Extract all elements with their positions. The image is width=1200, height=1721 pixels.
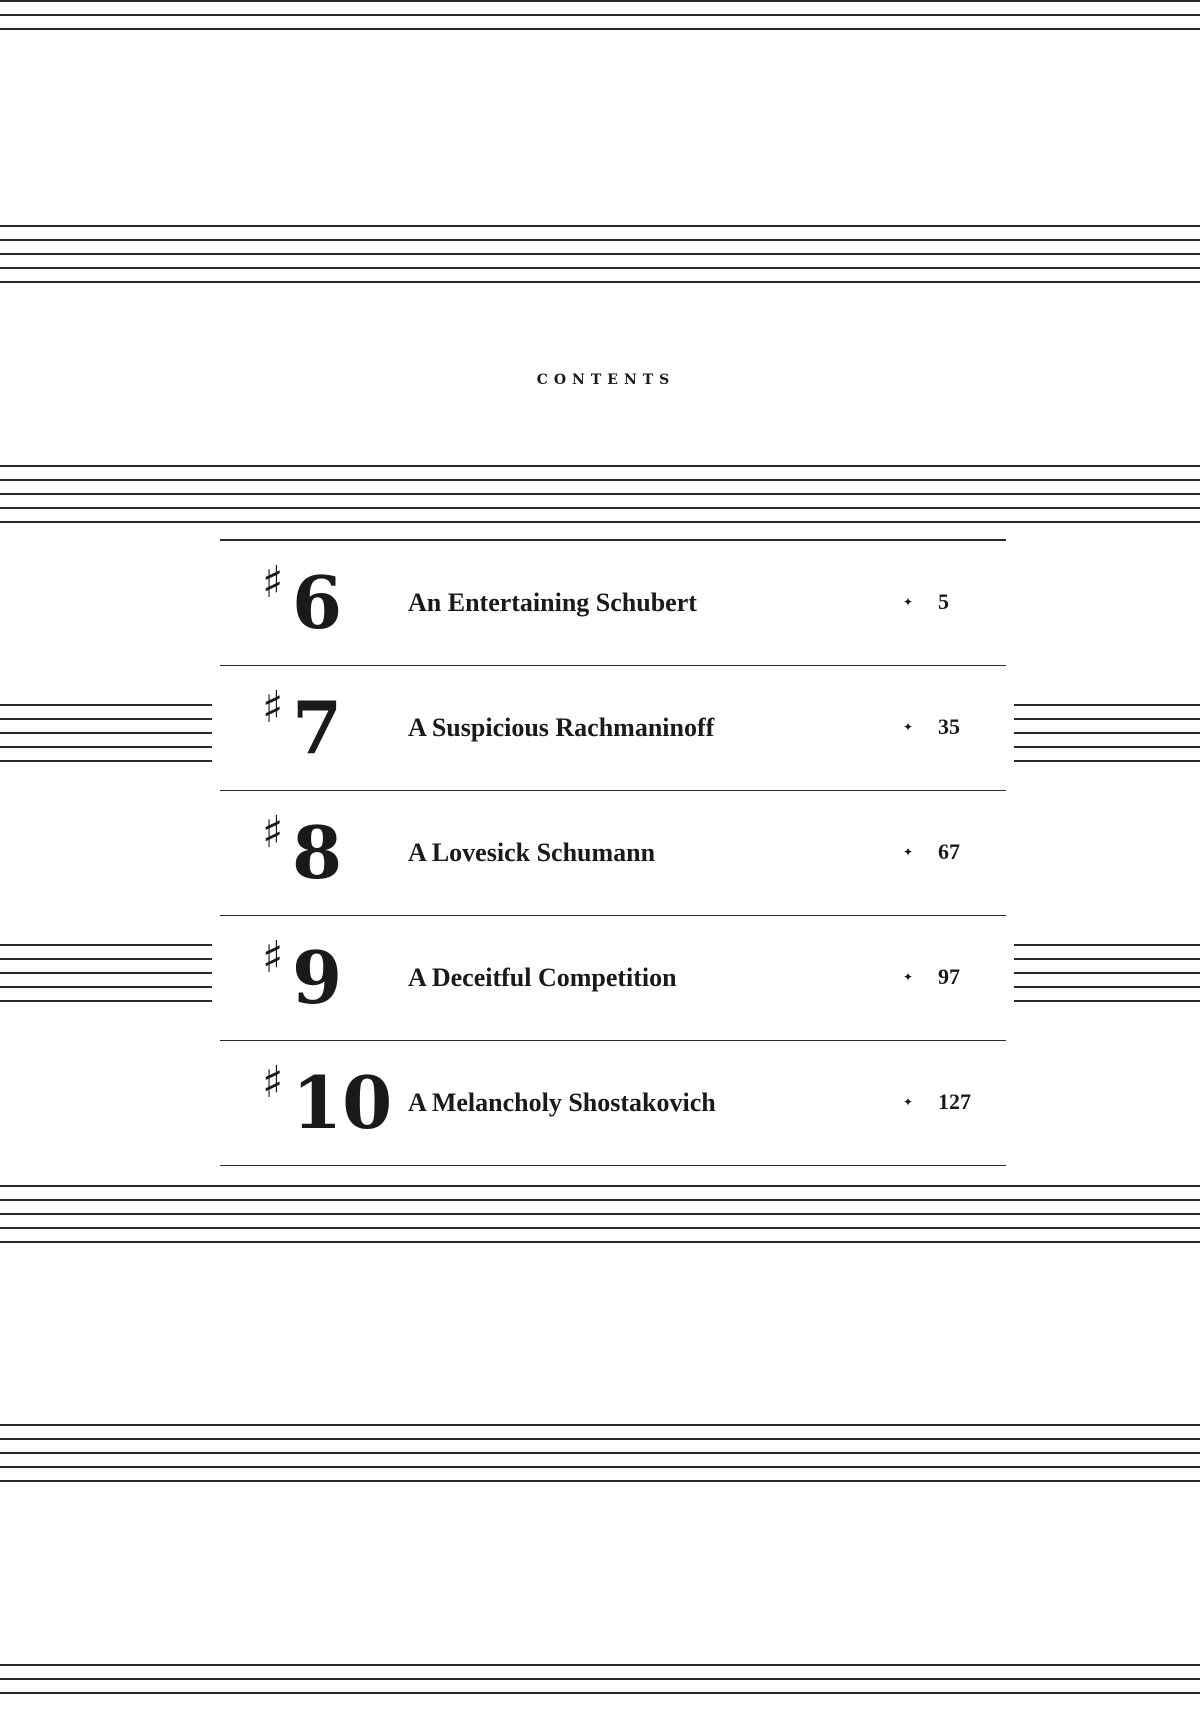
star-icon: ✦ — [903, 719, 914, 734]
page-number: 97 — [938, 963, 960, 989]
sharp-icon: ♯ — [262, 681, 284, 733]
toc-entry[interactable] — [220, 666, 1006, 791]
page-number: 5 — [938, 588, 949, 614]
staff-lines-left — [0, 944, 212, 1001]
table-of-contents — [220, 539, 1006, 1166]
chapter-title: A Suspicious Rachmaninoff — [408, 712, 715, 742]
staff-lines — [0, 225, 1200, 282]
sharp-icon: ♯ — [262, 1056, 284, 1108]
star-icon: ✦ — [903, 969, 914, 984]
toc-entry[interactable] — [220, 916, 1006, 1041]
toc-entry[interactable] — [220, 791, 1006, 916]
chapter-number: 10 — [292, 1059, 393, 1145]
staff-lines-right — [1014, 944, 1200, 1001]
sharp-icon: ♯ — [262, 931, 284, 983]
chapter-title: A Lovesick Schumann — [408, 837, 656, 867]
chapter-title: A Deceitful Competition — [408, 962, 677, 992]
staff-lines — [0, 1185, 1200, 1242]
staff-lines-top — [0, 0, 1200, 43]
staff-lines-left — [0, 704, 212, 761]
sharp-icon: ♯ — [262, 806, 284, 858]
staff-lines-bottom — [0, 1664, 1200, 1721]
chapter-number: 9 — [292, 934, 343, 1020]
chapter-number: 6 — [292, 559, 343, 645]
chapter-number: 8 — [292, 809, 343, 895]
chapter-title: A Melancholy Shostakovich — [408, 1087, 716, 1117]
sharp-icon: ♯ — [262, 556, 284, 608]
page-number: 67 — [938, 838, 960, 864]
star-icon: ✦ — [903, 844, 914, 859]
staff-lines — [0, 1424, 1200, 1481]
chapter-number: 7 — [292, 684, 343, 770]
toc-entry[interactable] — [220, 541, 1006, 666]
toc-entry[interactable] — [220, 1041, 1006, 1166]
page-number: 127 — [938, 1088, 971, 1114]
contents-heading: CONTENTS — [536, 372, 676, 388]
chapter-title: An Entertaining Schubert — [408, 587, 697, 617]
staff-lines — [0, 465, 1200, 522]
star-icon: ✦ — [903, 594, 914, 609]
page-number: 35 — [938, 713, 960, 739]
staff-lines-right — [1014, 704, 1200, 761]
star-icon: ✦ — [903, 1094, 914, 1109]
